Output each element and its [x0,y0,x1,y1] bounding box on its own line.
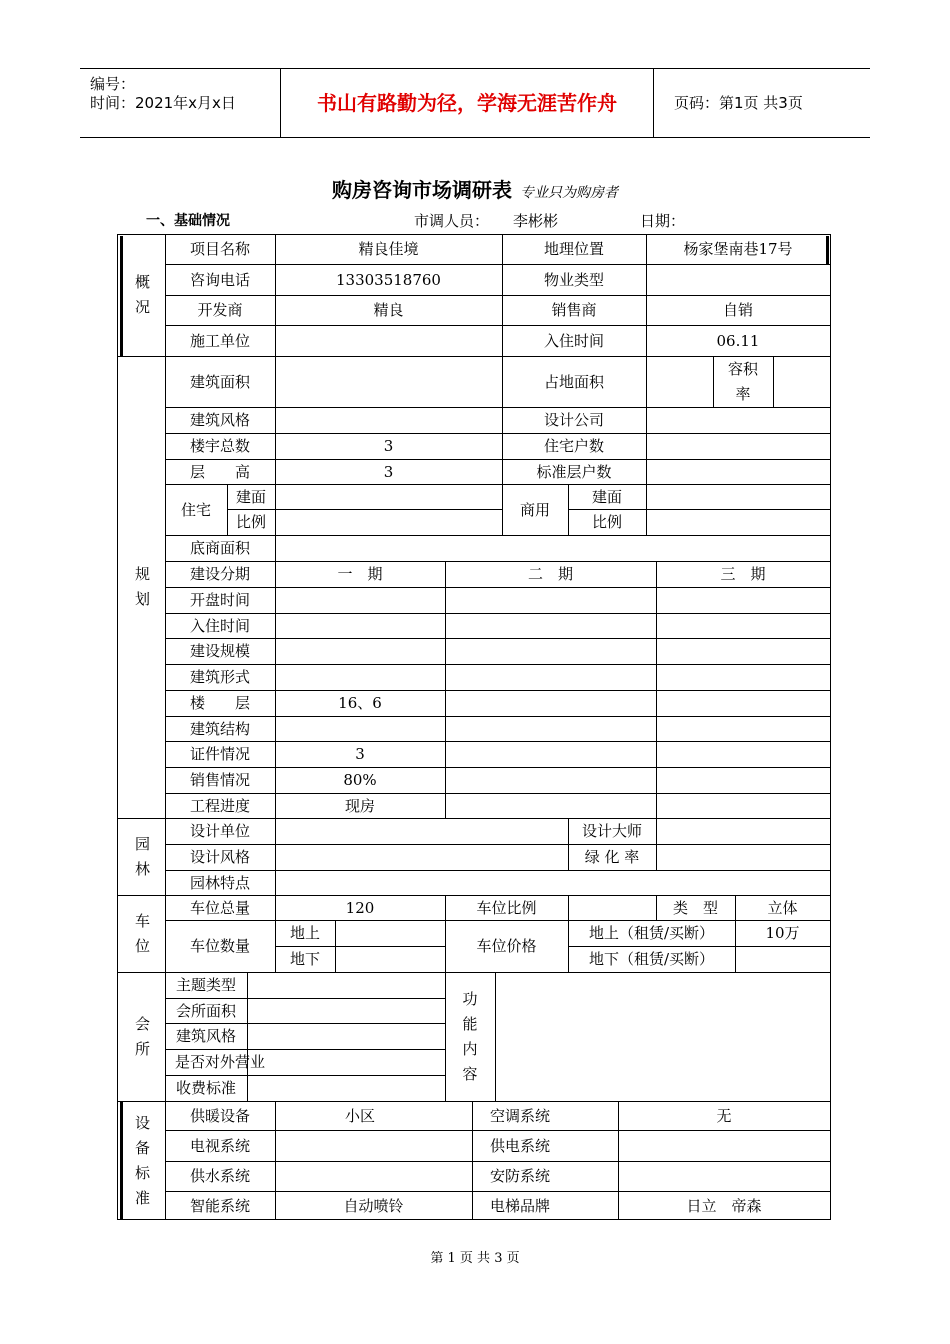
group-label-equipment: 设 备 标 准 [134,1113,150,1207]
elevator-label: 电梯品牌 [489,1196,550,1215]
parking-type-value: 立体 [767,898,798,917]
floors-label: 楼 层 [189,694,250,712]
time-label: 时间：2021年x月x日 [90,94,236,112]
section-heading: 一、基础情况 [146,213,230,229]
planning-row-rule [165,433,830,434]
planning-row-rule [165,535,830,536]
planning-row-rule [568,509,830,510]
page-info-text: 页码：第1页 共3页 [674,94,803,112]
parking-price-label: 车位价格 [476,937,537,955]
garden-col-rule [656,818,657,870]
parking-row-rule [275,946,445,947]
club-col-rule [247,972,248,1101]
plot-ratio-label: 容积 率 [727,359,758,403]
planning-row-rule [165,741,830,742]
investigator-name: 李彬彬 [513,212,559,230]
page-header [80,68,870,138]
seller-value: 自销 [722,301,753,319]
garden-style-label: 设计风格 [189,848,250,866]
club-theme-label: 主题类型 [175,976,236,994]
seller-label: 销售商 [551,301,597,319]
group-label-overview: 概 况 [134,273,150,316]
equipment-row-rule [165,1161,830,1162]
parking-total-value: 120 [345,898,375,917]
land-area-label: 占地面积 [543,372,604,391]
heating-label: 供暖设备 [189,1106,250,1125]
table-top-border [117,234,830,235]
title-sub: 专业只为购房者 [520,185,618,201]
planning-row-rule [165,561,830,562]
planning-row-rule [165,716,830,717]
buildings-label: 楼宇总数 [189,437,250,455]
group-label-planning: 规 划 [134,565,150,608]
progress-label: 工程进度 [189,796,250,815]
header-page-info [664,69,870,137]
phase-3: 三 期 [720,565,766,583]
page-footer: 第 1 页 共 3 页 [430,1251,520,1266]
floors-value: 16、6 [338,694,382,712]
commercial-area-label: 建面 [591,487,622,506]
garden-design-unit-label: 设计单位 [189,822,250,840]
move-in-label: 入住时间 [543,331,604,350]
club-fee-label: 收费标准 [175,1079,236,1097]
club-row-rule [165,998,445,999]
parking-total-label: 车位总量 [189,898,250,917]
date-label: 日期： [640,212,686,230]
phase-label: 建设分期 [189,565,250,583]
planning-move-in-label: 入住时间 [189,616,250,635]
club-area-label: 会所面积 [175,1001,236,1020]
project-name-label: 项目名称 [189,240,250,258]
open-time-label: 开盘时间 [189,591,250,609]
smart-value: 自动喷铃 [343,1196,404,1215]
document-title [0,174,950,203]
cert-label: 证件情况 [189,745,250,763]
residential-ratio-label: 比例 [235,513,266,531]
design-company-label: 设计公司 [543,411,604,429]
club-style-label: 建筑风格 [175,1027,236,1045]
parking-below-label: 地下 [289,950,320,968]
buildings-value: 3 [383,437,394,455]
group-separator [117,818,830,819]
planning-row-rule [165,459,830,460]
ac-value: 无 [716,1106,732,1125]
sales-label: 销售情况 [189,771,250,789]
phone-value: 13303518760 [336,270,441,289]
overview-row-rule [165,295,830,296]
structure-label: 建筑结构 [189,719,250,738]
phase-1: 一 期 [337,565,383,583]
scale-label: 建设规模 [189,642,250,660]
planning-row-rule [165,638,830,639]
residential-area-label: 建面 [235,487,266,506]
green-ratio-label: 绿 化 率 [584,848,640,866]
planning-col-rule [646,356,647,535]
parking-row-rule [568,946,830,947]
overview-row-rule [165,264,830,265]
club-row-rule [165,1049,445,1050]
parking-ratio-label: 车位比例 [476,898,537,917]
developer-value: 精良 [373,301,404,319]
overview-row-rule [165,325,830,326]
planning-col-rule [656,561,657,818]
club-open-label: 是否对外营业 [174,1053,265,1071]
elevator-value: 日立 帝森 [686,1196,762,1215]
table-right-border [830,234,831,1220]
equipment-row-rule [165,1191,830,1192]
header-motto: 书山有路勤为径，学海无涯苦作舟 [281,69,654,137]
group-label-club: 会 所 [134,1014,150,1058]
planning-row-rule [165,767,830,768]
equipment-row-rule [165,1130,830,1131]
phase-2: 二 期 [527,565,573,583]
header-meta [80,69,281,137]
power-label: 供电系统 [489,1136,550,1155]
parking-col-rule [335,920,336,972]
location-value: 杨家堡南巷17号 [683,240,793,258]
club-col-rule [495,972,496,1101]
ac-label: 空调系统 [489,1106,550,1125]
group-label-garden: 园 林 [134,834,150,878]
progress-value: 现房 [344,796,375,815]
project-name-value: 精良佳境 [358,240,419,258]
planning-col-rule [773,356,774,407]
commercial-ratio-label: 比例 [591,513,622,531]
building-area-label: 建筑面积 [189,372,250,391]
table-bottom-border [117,1219,830,1220]
form-label: 建筑形式 [189,668,250,686]
security-label: 安防系统 [489,1167,550,1185]
group-label-parking: 车 位 [134,911,150,955]
parking-above-label: 地上 [289,924,320,942]
smart-label: 智能系统 [189,1196,250,1215]
planning-row-rule [165,793,830,794]
garden-designer-label: 设计大师 [581,822,642,840]
club-function-label: 功 能 内 容 [462,989,478,1083]
planning-row-rule [165,613,830,614]
garden-feature-label: 园林特点 [189,873,250,892]
number-label: 编号： [90,75,136,93]
planning-row-rule [165,664,830,665]
group-separator [117,972,830,973]
planning-row-rule [165,587,830,588]
water-label: 供水系统 [189,1167,250,1185]
planning-style-label: 建筑风格 [189,411,250,429]
heating-value: 小区 [344,1106,375,1125]
garden-row-rule [165,870,830,871]
group-separator [117,1101,830,1102]
builder-label: 施工单位 [189,331,250,350]
title-main: 购房咨询市场调研表 [332,178,512,202]
parking-above-rent-value: 10万 [765,924,800,942]
planning-row-rule [227,509,502,510]
planning-row-rule [165,484,830,485]
property-type-label: 物业类型 [543,270,604,289]
developer-label: 开发商 [197,301,243,319]
commercial-label: 商用 [519,500,550,519]
floor-height-value: 3 [383,462,394,481]
std-households-label: 标准层户数 [536,462,612,481]
parking-row-rule [165,920,830,921]
planning-col-rule [445,561,446,818]
parking-count-label: 车位数量 [189,937,250,955]
planning-row-rule [165,407,830,408]
table-left-border [117,234,118,1220]
club-row-rule [165,1023,445,1024]
parking-below-rent-label: 地下（租赁/买断） [588,950,715,968]
base-area-label: 底商面积 [189,539,250,557]
group-separator [117,895,830,896]
planning-row-rule [165,690,830,691]
move-in-value: 06.11 [716,331,760,350]
sales-value: 80% [343,771,377,789]
garden-col-rule [275,818,276,895]
households-label: 住宅户数 [543,437,604,455]
investigator-label: 市调人员： [414,212,490,230]
garden-row-rule [165,844,830,845]
residential-label: 住宅 [180,500,211,519]
tv-label: 电视系统 [189,1136,250,1155]
location-label: 地理位置 [543,240,604,258]
club-row-rule [165,1075,445,1076]
phone-label: 咨询电话 [189,270,250,289]
parking-type-label: 类 型 [672,898,718,917]
floor-height-label: 层 高 [189,462,250,481]
parking-above-rent-label: 地上（租赁/买断） [588,924,715,942]
cert-value: 3 [355,745,365,763]
